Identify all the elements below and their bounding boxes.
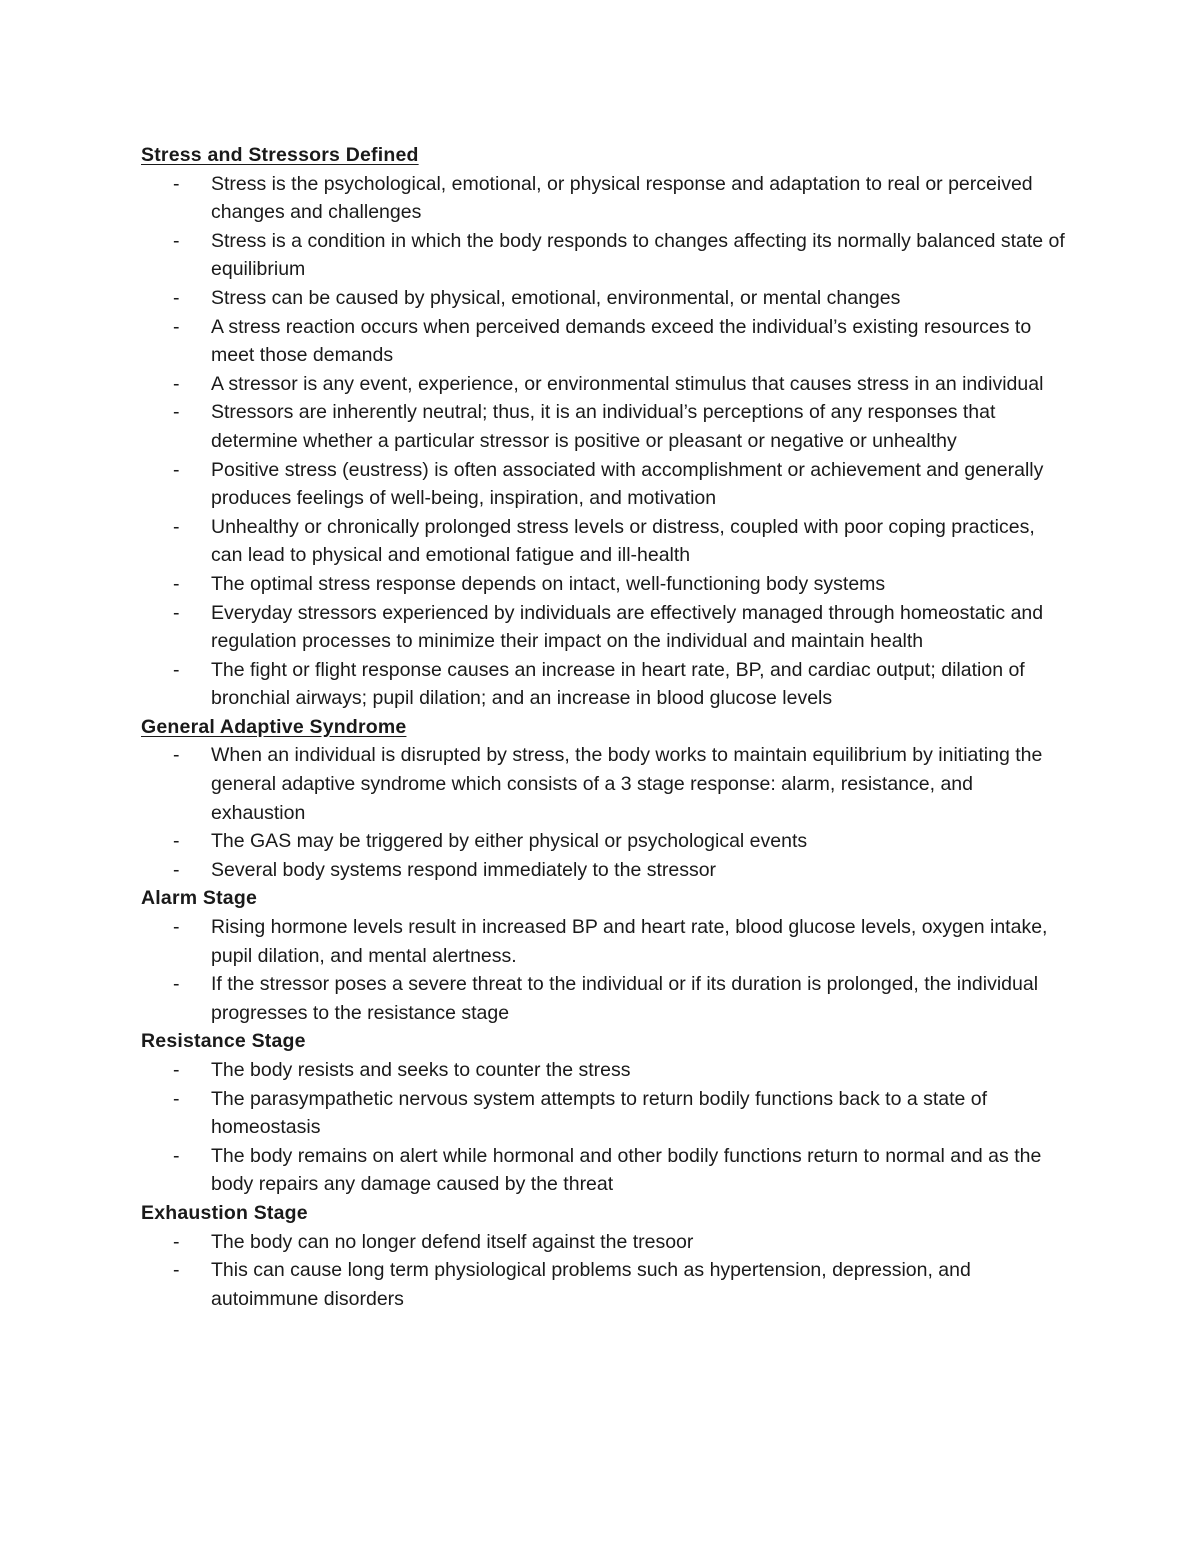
bullet-dash: - bbox=[173, 744, 180, 767]
bullet-dash: - bbox=[173, 830, 180, 853]
bullet-list bbox=[141, 913, 1071, 1027]
list-item bbox=[141, 741, 1071, 827]
bullet-dash: - bbox=[173, 1259, 180, 1282]
bullet-dash: - bbox=[173, 515, 180, 538]
list-item bbox=[141, 1085, 1071, 1142]
list-item bbox=[141, 456, 1071, 513]
list-item bbox=[141, 370, 1071, 399]
section-heading: Resistance Stage bbox=[141, 1030, 306, 1053]
section-heading: General Adaptive Syndrome bbox=[141, 715, 407, 738]
section-heading: Alarm Stage bbox=[141, 887, 257, 910]
list-item-text: The body resists and seeks to counter the stress bbox=[211, 1059, 631, 1081]
bullet-dash: - bbox=[173, 372, 180, 395]
list-item bbox=[141, 827, 1071, 856]
bullet-dash: - bbox=[173, 572, 180, 595]
bullet-dash: - bbox=[173, 1059, 180, 1081]
bullet-list bbox=[141, 1228, 1071, 1314]
list-item bbox=[141, 1056, 1071, 1085]
list-item bbox=[141, 1228, 1071, 1257]
list-item-text: The optimal stress response depends on intact, well-functioning body systems bbox=[211, 572, 886, 595]
bullet-dash: - bbox=[173, 1230, 180, 1253]
list-item-text: Stress is the psychological, emotional, or physical response and adaptation to real or perceived changes and challenges bbox=[211, 172, 1033, 224]
section-heading: Exhaustion Stage bbox=[141, 1201, 308, 1224]
list-item-text: Unhealthy or chronically prolonged stress levels or distress, coupled with poor coping practices, can lead to physical and emotional fatigue and ill-health bbox=[211, 515, 1035, 567]
bullet-dash: - bbox=[173, 858, 180, 881]
list-item-text: If the stressor poses a severe threat to the individual or if its duration is prolonged, the individual progresses to the resistance stage bbox=[211, 973, 1039, 1024]
section-resistance-stage bbox=[141, 1027, 1071, 1199]
list-item-text: Stress is a condition in which the body responds to changes affecting its normally balanced state of equilibrium bbox=[211, 229, 1065, 281]
bullet-dash: - bbox=[173, 401, 180, 424]
list-item bbox=[141, 1256, 1071, 1313]
document-body bbox=[141, 141, 1071, 1313]
bullet-dash: - bbox=[173, 1144, 180, 1167]
document-page bbox=[141, 141, 1071, 1313]
list-item-text: The GAS may be triggered by either physical or psychological events bbox=[211, 830, 808, 853]
list-item-text: Stress can be caused by physical, emotional, environmental, or mental changes bbox=[211, 286, 901, 309]
bullet-dash: - bbox=[173, 601, 180, 624]
bullet-list bbox=[141, 1056, 1071, 1199]
bullet-dash: - bbox=[173, 458, 180, 481]
list-item bbox=[141, 1142, 1071, 1199]
list-item bbox=[141, 570, 1071, 599]
list-item bbox=[141, 913, 1071, 970]
bullet-dash: - bbox=[173, 229, 180, 252]
list-item bbox=[141, 398, 1071, 455]
list-item bbox=[141, 856, 1071, 885]
bullet-list bbox=[141, 170, 1071, 713]
list-item-text: When an individual is disrupted by stress, the body works to maintain equilibrium by initiating the general adaptive syndrome which consists of a 3 stage response: alarm, resistance, and exhaustion bbox=[211, 744, 1043, 824]
list-item bbox=[141, 970, 1071, 1027]
list-item-text: Rising hormone levels result in increased BP and heart rate, blood glucose levels, oxygen intake, pupil dilation, and mental alertness. bbox=[211, 916, 1048, 967]
list-item-text: This can cause long term physiological problems such as hypertension, depression, and autoimmune disorders bbox=[211, 1259, 971, 1310]
list-item-text: The body can no longer defend itself against the tresoor bbox=[211, 1230, 694, 1253]
list-item-text: Several body systems respond immediately to the stressor bbox=[211, 858, 717, 881]
list-item-text: The parasympathetic nervous system attempts to return bodily functions back to a state of homeostasis bbox=[211, 1087, 988, 1139]
bullet-dash: - bbox=[173, 315, 180, 338]
list-item bbox=[141, 656, 1071, 713]
list-item bbox=[141, 513, 1071, 570]
list-item bbox=[141, 284, 1071, 313]
bullet-dash: - bbox=[173, 916, 180, 939]
list-item bbox=[141, 313, 1071, 370]
bullet-list bbox=[141, 741, 1071, 884]
bullet-dash: - bbox=[173, 286, 180, 309]
list-item-text: Positive stress (eustress) is often associated with accomplishment or achievement and generally produces feelings of well-being, inspiration, and motivation bbox=[211, 458, 1044, 510]
bullet-dash: - bbox=[173, 172, 180, 195]
list-item-text: Everyday stressors experienced by individuals are effectively managed through homeostatic and regulation processes to minimize their impact on the individual and maintain health bbox=[211, 601, 1044, 653]
list-item-text: Stressors are inherently neutral; thus, it is an individual’s perceptions of any responses that determine whether a particular stressor is positive or pleasant or negative or unhealthy bbox=[211, 401, 996, 452]
list-item-text: A stressor is any event, experience, or environmental stimulus that causes stress in an individual bbox=[211, 372, 1044, 395]
bullet-dash: - bbox=[173, 1087, 180, 1110]
list-item-text: The fight or flight response causes an increase in heart rate, BP, and cardiac output; dilation of bronchial airways; pupil dilation; and an increase in blood glucose levels bbox=[211, 658, 1025, 710]
section-alarm-stage bbox=[141, 884, 1071, 1027]
bullet-dash: - bbox=[173, 658, 180, 681]
section-stress-and-stressors-defined bbox=[141, 141, 1071, 713]
list-item-text: A stress reaction occurs when perceived demands exceed the individual’s existing resources to meet those demands bbox=[211, 315, 1032, 367]
list-item bbox=[141, 599, 1071, 656]
bullet-dash: - bbox=[173, 973, 180, 996]
list-item bbox=[141, 227, 1071, 284]
list-item-text: The body remains on alert while hormonal and other bodily functions return to normal and as the body repairs any damage caused by the threat bbox=[211, 1144, 1042, 1196]
list-item bbox=[141, 170, 1071, 227]
section-general-adaptive-syndrome bbox=[141, 713, 1071, 885]
section-exhaustion-stage bbox=[141, 1199, 1071, 1313]
section-heading: Stress and Stressors Defined bbox=[141, 144, 419, 166]
